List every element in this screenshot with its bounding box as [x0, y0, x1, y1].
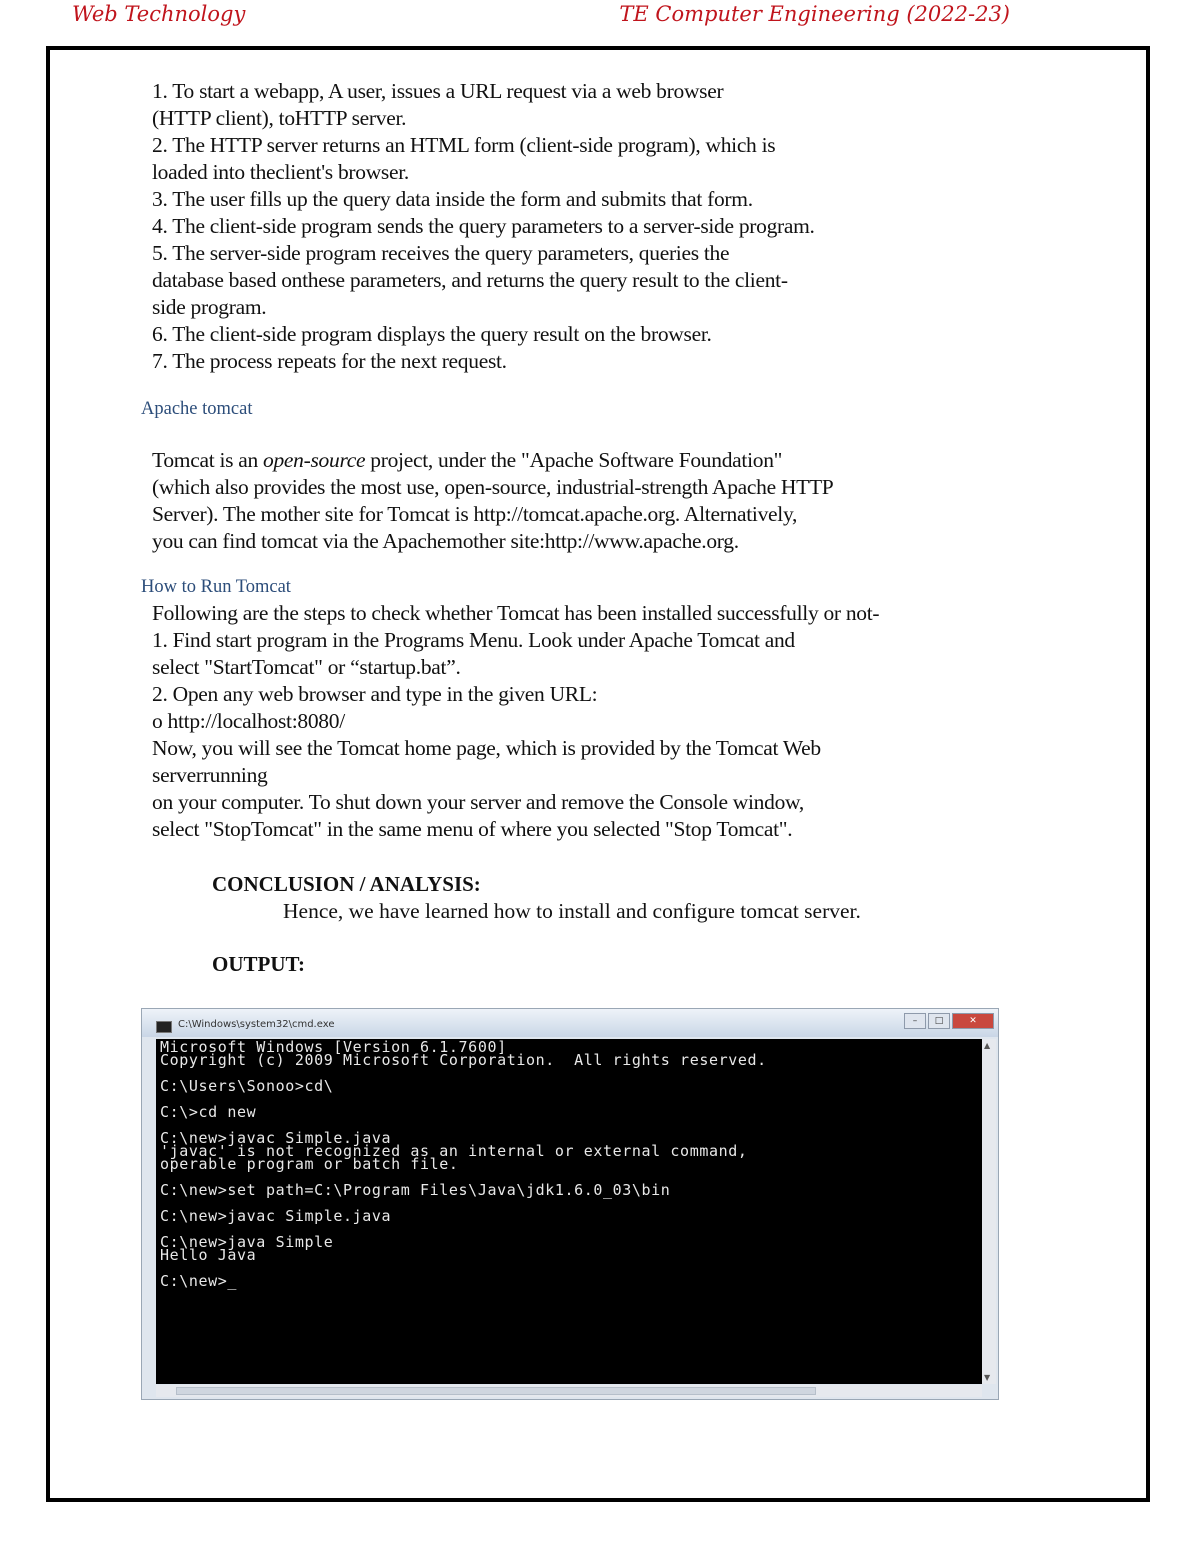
- apache-line: Tomcat is an open-source project, under the "Apache Software Foundation": [152, 448, 783, 472]
- step-line: loaded into theclient's browser.: [152, 160, 409, 184]
- maximize-icon: □: [928, 1013, 950, 1029]
- cmd-icon: [156, 1021, 172, 1033]
- conclusion-heading: CONCLUSION / ANALYSIS:: [212, 872, 481, 896]
- apache-line: you can find tomcat via the Apachemother site:http://www.apache.org.: [152, 529, 739, 553]
- step-line: 2. The HTTP server returns an HTML form (client-side program), which is: [152, 133, 776, 157]
- cmd-titlebar: [142, 1009, 998, 1037]
- step-line: 1. To start a webapp, A user, issues a URL request via a web browser: [152, 79, 724, 103]
- output-heading: OUTPUT:: [212, 952, 305, 976]
- scroll-down-icon: ▼: [984, 1373, 991, 1382]
- run-line: select "StopTomcat" in the same menu of where you selected "Stop Tomcat".: [152, 817, 793, 841]
- scroll-up-icon: ▲: [984, 1041, 991, 1050]
- run-line: select "StartTomcat" or “startup.bat”.: [152, 655, 461, 679]
- run-line: on your computer. To shut down your server and remove the Console window,: [152, 790, 804, 814]
- cmd-window-screenshot: [141, 1008, 999, 1400]
- close-icon: ✕: [952, 1013, 994, 1029]
- step-line: database based onthese parameters, and returns the query result to the client-: [152, 268, 788, 292]
- step-line: 5. The server-side program receives the query parameters, queries the: [152, 241, 730, 265]
- window-controls: [904, 1013, 994, 1029]
- cmd-screen: [156, 1039, 982, 1384]
- run-line: Following are the steps to check whether Tomcat has been installed successfully or not-: [152, 601, 880, 625]
- run-line: 1. Find start program in the Programs Menu. Look under Apache Tomcat and: [152, 628, 795, 652]
- run-line: 2. Open any web browser and type in the given URL:: [152, 682, 598, 706]
- step-line: (HTTP client), toHTTP server.: [152, 106, 407, 130]
- step-line: side program.: [152, 295, 267, 319]
- header-course: TE Computer Engineering (2022-23): [619, 2, 1010, 26]
- run-line: serverrunning: [152, 763, 268, 787]
- run-line: Now, you will see the Tomcat home page, which is provided by the Tomcat Web: [152, 736, 821, 760]
- step-line: 4. The client-side program sends the query parameters to a server-side program.: [152, 214, 815, 238]
- run-tomcat-heading: How to Run Tomcat: [141, 577, 291, 597]
- step-line: 7. The process repeats for the next request.: [152, 349, 507, 373]
- cmd-title: C:\Windows\system32\cmd.exe: [178, 1019, 335, 1030]
- apache-line: (which also provides the most use, open-source, industrial-strength Apache HTTP: [152, 475, 834, 499]
- apache-line: Server). The mother site for Tomcat is http://tomcat.apache.org. Alternatively,: [152, 502, 798, 526]
- webapp-steps: [152, 78, 902, 375]
- conclusion-text: Hence, we have learned how to install and configure tomcat server.: [283, 899, 861, 923]
- apache-paragraph: [152, 447, 932, 555]
- apache-tomcat-heading: Apache tomcat: [141, 399, 253, 419]
- scroll-thumb: [176, 1387, 816, 1395]
- cmd-output: Microsoft Windows [Version 6.1.7600] Copyright (c) 2009 Microsoft Corporation. All rights reserved. C:\Users\Sonoo>cd\ C:\>cd new C:\new>javac Simple.java 'javac' is not recognized as an internal or external command, operable program or batch file. C:\new>set path=C:\Program Files\Java\jdk1.6.0_03\bin C:\new>javac Simple.java C:\new>java Simple Hello Java C:\new>_: [160, 1039, 767, 1290]
- vertical-scrollbar: [982, 1039, 996, 1384]
- horizontal-scrollbar: [156, 1385, 982, 1397]
- run-steps: [152, 600, 992, 843]
- step-line: 3. The user fills up the query data inside the form and submits that form.: [152, 187, 753, 211]
- minimize-icon: –: [904, 1013, 926, 1029]
- header-subject: Web Technology: [72, 2, 246, 26]
- step-line: 6. The client-side program displays the query result on the browser.: [152, 322, 712, 346]
- run-line: o http://localhost:8080/: [152, 709, 345, 733]
